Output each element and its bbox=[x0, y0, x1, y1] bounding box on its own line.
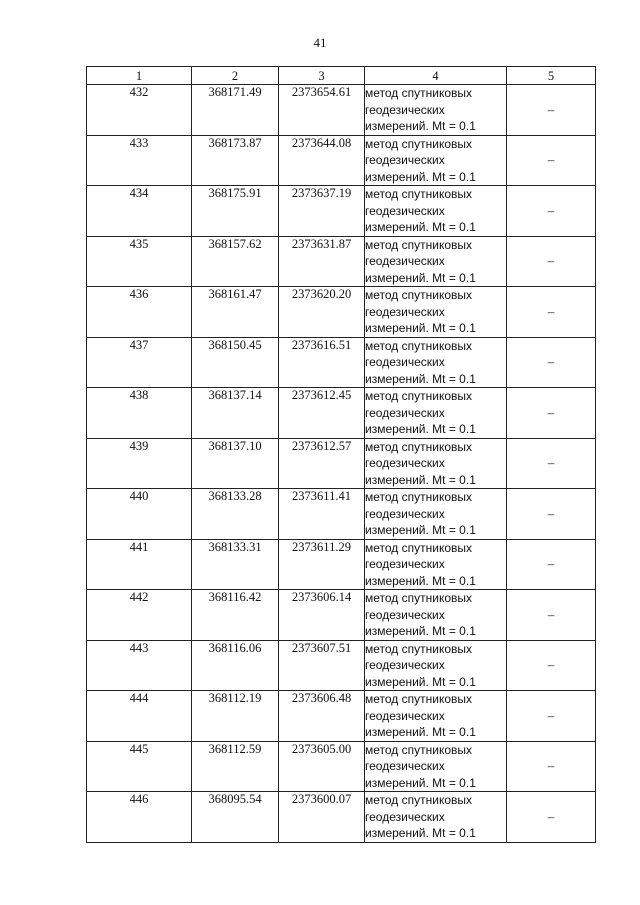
method-line: измерений. Mt = 0.1 bbox=[365, 725, 476, 739]
method-cell bbox=[365, 539, 507, 590]
method-line: метод спутниковых bbox=[365, 439, 473, 454]
method-line: геодезических bbox=[365, 708, 445, 723]
method-line: метод спутниковых bbox=[365, 540, 473, 555]
y-coordinate-cell: 2373611.41 bbox=[279, 489, 365, 540]
x-coordinate-cell: 368133.31 bbox=[192, 539, 279, 590]
method-line: измерений. Mt = 0.1 bbox=[365, 371, 476, 386]
table-row bbox=[87, 337, 596, 388]
method-line: метод спутниковых bbox=[365, 692, 473, 706]
table-row bbox=[87, 388, 596, 439]
method-cell bbox=[365, 186, 507, 237]
x-coordinate-cell: 368137.14 bbox=[192, 388, 279, 439]
table-row bbox=[87, 640, 596, 691]
method-line: геодезических bbox=[365, 102, 445, 117]
method-line: измерений. Mt = 0.1 bbox=[365, 826, 476, 840]
note-cell: – bbox=[507, 186, 596, 237]
method-line: метод спутниковых bbox=[365, 742, 473, 757]
table-row bbox=[87, 741, 596, 792]
method-line: метод спутниковых bbox=[365, 338, 473, 353]
x-coordinate-cell: 368116.42 bbox=[192, 590, 279, 641]
note-cell: – bbox=[507, 691, 596, 742]
x-coordinate-cell: 368112.59 bbox=[192, 741, 279, 792]
note-cell: – bbox=[507, 236, 596, 287]
x-coordinate-cell: 368116.06 bbox=[192, 640, 279, 691]
table-row bbox=[87, 85, 596, 136]
note-cell: – bbox=[507, 337, 596, 388]
note-cell: – bbox=[507, 590, 596, 641]
note-cell: – bbox=[507, 287, 596, 338]
point-number-cell: 444 bbox=[87, 691, 192, 742]
method-line: измерений. Mt = 0.1 bbox=[365, 169, 476, 184]
note-cell: – bbox=[507, 489, 596, 540]
table-row bbox=[87, 489, 596, 540]
method-line: метод спутниковых bbox=[365, 793, 473, 807]
method-cell bbox=[365, 287, 507, 338]
point-number-cell: 446 bbox=[87, 792, 192, 843]
x-coordinate-cell: 368173.87 bbox=[192, 135, 279, 186]
table-body bbox=[87, 85, 596, 843]
y-coordinate-cell: 2373631.87 bbox=[279, 236, 365, 287]
method-line: метод спутниковых bbox=[365, 490, 473, 504]
point-number-cell: 440 bbox=[87, 489, 192, 540]
x-coordinate-cell: 368157.62 bbox=[192, 236, 279, 287]
y-coordinate-cell: 2373620.20 bbox=[279, 287, 365, 338]
point-number-cell: 437 bbox=[87, 337, 192, 388]
note-cell: – bbox=[507, 741, 596, 792]
x-coordinate-cell: 368095.54 bbox=[192, 792, 279, 843]
table-row bbox=[87, 691, 596, 742]
table-row bbox=[87, 135, 596, 186]
method-line: геодезических bbox=[365, 405, 445, 420]
point-number-cell: 435 bbox=[87, 236, 192, 287]
column-header-5: 5 bbox=[507, 67, 596, 85]
method-cell bbox=[365, 236, 507, 287]
note-cell: – bbox=[507, 388, 596, 439]
method-line: геодезических bbox=[365, 607, 445, 622]
table-row bbox=[87, 438, 596, 489]
method-cell bbox=[365, 489, 507, 540]
note-cell: – bbox=[507, 792, 596, 843]
note-cell: – bbox=[507, 135, 596, 186]
method-line: геодезических bbox=[365, 254, 445, 268]
method-line: измерений. Mt = 0.1 bbox=[365, 270, 476, 285]
method-line: геодезических bbox=[365, 355, 445, 369]
method-line: геодезических bbox=[365, 809, 445, 824]
page-number: 41 bbox=[313, 35, 327, 50]
y-coordinate-cell: 2373606.48 bbox=[279, 691, 365, 742]
point-number-cell: 433 bbox=[87, 135, 192, 186]
method-line: метод спутниковых bbox=[365, 237, 473, 252]
point-number-cell: 442 bbox=[87, 590, 192, 641]
table-row bbox=[87, 792, 596, 843]
method-line: измерений. Mt = 0.1 bbox=[365, 422, 476, 436]
point-number-cell: 439 bbox=[87, 438, 192, 489]
method-line: метод спутниковых bbox=[365, 641, 473, 656]
method-line: измерений. Mt = 0.1 bbox=[365, 472, 476, 487]
note-cell: – bbox=[507, 539, 596, 590]
y-coordinate-cell: 2373637.19 bbox=[279, 186, 365, 237]
method-line: метод спутниковых bbox=[365, 136, 473, 151]
table-header-row bbox=[87, 67, 596, 85]
method-line: измерений. Mt = 0.1 bbox=[365, 220, 476, 234]
method-line: измерений. Mt = 0.1 bbox=[365, 674, 476, 689]
method-cell bbox=[365, 691, 507, 742]
x-coordinate-cell: 368161.47 bbox=[192, 287, 279, 338]
y-coordinate-cell: 2373606.14 bbox=[279, 590, 365, 641]
y-coordinate-cell: 2373607.51 bbox=[279, 640, 365, 691]
method-cell bbox=[365, 135, 507, 186]
column-header-4: 4 bbox=[365, 67, 507, 85]
y-coordinate-cell: 2373644.08 bbox=[279, 135, 365, 186]
point-number-cell: 443 bbox=[87, 640, 192, 691]
method-line: метод спутниковых bbox=[365, 288, 473, 302]
method-line: измерений. Mt = 0.1 bbox=[365, 119, 476, 133]
y-coordinate-cell: 2373612.45 bbox=[279, 388, 365, 439]
method-line: геодезических bbox=[365, 658, 445, 672]
method-cell bbox=[365, 337, 507, 388]
point-number-cell: 432 bbox=[87, 85, 192, 136]
method-line: геодезических bbox=[365, 759, 445, 773]
x-coordinate-cell: 368112.19 bbox=[192, 691, 279, 742]
x-coordinate-cell: 368133.28 bbox=[192, 489, 279, 540]
table-row bbox=[87, 186, 596, 237]
coordinates-table bbox=[86, 66, 596, 843]
y-coordinate-cell: 2373654.61 bbox=[279, 85, 365, 136]
y-coordinate-cell: 2373611.29 bbox=[279, 539, 365, 590]
method-cell bbox=[365, 85, 507, 136]
method-line: геодезических bbox=[365, 203, 445, 218]
x-coordinate-cell: 368175.91 bbox=[192, 186, 279, 237]
point-number-cell: 438 bbox=[87, 388, 192, 439]
method-line: измерений. Mt = 0.1 bbox=[365, 321, 476, 335]
method-line: измерений. Mt = 0.1 bbox=[365, 775, 476, 790]
method-line: геодезических bbox=[365, 557, 445, 571]
column-header-2: 2 bbox=[192, 67, 279, 85]
method-line: измерений. Mt = 0.1 bbox=[365, 624, 476, 638]
method-line: метод спутниковых bbox=[365, 187, 473, 201]
method-cell bbox=[365, 388, 507, 439]
note-cell: – bbox=[507, 438, 596, 489]
note-cell: – bbox=[507, 640, 596, 691]
table-row bbox=[87, 539, 596, 590]
y-coordinate-cell: 2373616.51 bbox=[279, 337, 365, 388]
method-line: измерений. Mt = 0.1 bbox=[365, 523, 476, 537]
x-coordinate-cell: 368150.45 bbox=[192, 337, 279, 388]
column-header-1: 1 bbox=[87, 67, 192, 85]
method-line: метод спутниковых bbox=[365, 86, 473, 100]
method-line: геодезических bbox=[365, 304, 445, 319]
table-row bbox=[87, 236, 596, 287]
method-line: метод спутниковых bbox=[365, 389, 473, 403]
method-cell bbox=[365, 792, 507, 843]
y-coordinate-cell: 2373605.00 bbox=[279, 741, 365, 792]
note-cell: – bbox=[507, 85, 596, 136]
method-cell bbox=[365, 438, 507, 489]
method-line: геодезических bbox=[365, 456, 445, 470]
method-cell bbox=[365, 590, 507, 641]
point-number-cell: 436 bbox=[87, 287, 192, 338]
y-coordinate-cell: 2373612.57 bbox=[279, 438, 365, 489]
table-row bbox=[87, 590, 596, 641]
method-cell bbox=[365, 640, 507, 691]
x-coordinate-cell: 368137.10 bbox=[192, 438, 279, 489]
point-number-cell: 445 bbox=[87, 741, 192, 792]
method-line: измерений. Mt = 0.1 bbox=[365, 573, 476, 588]
y-coordinate-cell: 2373600.07 bbox=[279, 792, 365, 843]
method-line: геодезических bbox=[365, 153, 445, 167]
method-cell bbox=[365, 741, 507, 792]
column-header-3: 3 bbox=[279, 67, 365, 85]
method-line: геодезических bbox=[365, 506, 445, 521]
table-row bbox=[87, 287, 596, 338]
point-number-cell: 434 bbox=[87, 186, 192, 237]
point-number-cell: 441 bbox=[87, 539, 192, 590]
x-coordinate-cell: 368171.49 bbox=[192, 85, 279, 136]
method-line: метод спутниковых bbox=[365, 591, 473, 605]
